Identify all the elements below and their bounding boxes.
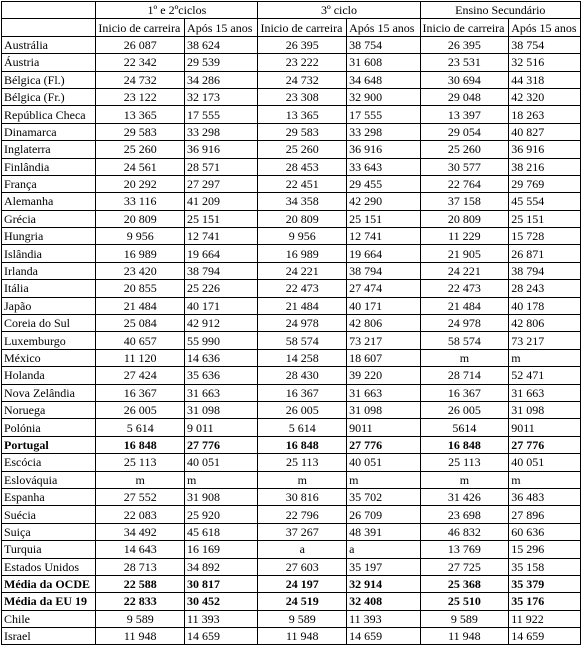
value-cell: 27 776 <box>347 436 420 453</box>
value-cell: 31 908 <box>185 488 258 505</box>
table-row <box>2 106 581 123</box>
value-cell: 38 216 <box>509 158 581 175</box>
table-row <box>2 454 581 471</box>
value-cell: 42 320 <box>509 88 581 105</box>
value-cell: 24 978 <box>258 315 347 332</box>
value-cell: 42 806 <box>347 315 420 332</box>
value-cell: 21 484 <box>96 297 185 314</box>
value-cell: m <box>347 471 420 488</box>
table-row <box>2 558 581 575</box>
value-cell: 25 151 <box>347 210 420 227</box>
value-cell: 36 483 <box>509 488 581 505</box>
value-cell: 13 769 <box>420 541 509 558</box>
value-cell: 23 698 <box>420 506 509 523</box>
country-cell: Inglaterra <box>2 141 96 158</box>
value-cell: 42 290 <box>347 193 420 210</box>
country-cell: Média da OCDE <box>2 575 96 592</box>
table-row <box>2 141 581 158</box>
value-cell: 17 555 <box>347 106 420 123</box>
country-cell: México <box>2 349 96 366</box>
table-row <box>2 262 581 279</box>
value-cell: m <box>509 471 581 488</box>
country-cell: Israel <box>2 628 96 645</box>
value-cell: 23 122 <box>96 88 185 105</box>
value-cell: 25 113 <box>96 454 185 471</box>
value-cell: 24 519 <box>258 593 347 610</box>
table-row <box>2 628 581 645</box>
value-cell: 40 171 <box>185 297 258 314</box>
table-row <box>2 419 581 436</box>
value-cell: 27 776 <box>185 436 258 453</box>
value-cell: 22 083 <box>96 506 185 523</box>
value-cell: 28 243 <box>509 280 581 297</box>
value-cell: 32 516 <box>509 54 581 71</box>
value-cell: 11 922 <box>509 610 581 627</box>
value-cell: 26 005 <box>258 401 347 418</box>
table-row <box>2 523 581 540</box>
value-cell: 11 948 <box>96 628 185 645</box>
value-cell: 34 648 <box>347 71 420 88</box>
country-cell: Escócia <box>2 454 96 471</box>
value-cell: 34 358 <box>258 193 347 210</box>
country-cell: Islândia <box>2 245 96 262</box>
value-cell: 25 226 <box>185 280 258 297</box>
value-cell: 26 395 <box>420 36 509 53</box>
value-cell: 27 474 <box>347 280 420 297</box>
table-row <box>2 245 581 262</box>
value-cell: 18 607 <box>347 349 420 366</box>
value-cell: 12 741 <box>347 228 420 245</box>
value-cell: 21 484 <box>420 297 509 314</box>
table-row <box>2 471 581 488</box>
value-cell: 26 871 <box>509 245 581 262</box>
value-cell: 31 663 <box>509 384 581 401</box>
value-cell: 9 589 <box>258 610 347 627</box>
value-cell: 25 920 <box>185 506 258 523</box>
value-cell: 26 087 <box>96 36 185 53</box>
table-row <box>2 71 581 88</box>
value-cell: 27 424 <box>96 367 185 384</box>
country-cell: Chile <box>2 610 96 627</box>
value-cell: 22 451 <box>258 175 347 192</box>
value-cell: 20 809 <box>258 210 347 227</box>
value-cell: 34 286 <box>185 71 258 88</box>
value-cell: m <box>185 471 258 488</box>
value-cell: 25 084 <box>96 315 185 332</box>
value-cell: 16 848 <box>96 436 185 453</box>
value-cell: 21 484 <box>258 297 347 314</box>
value-cell: 25 113 <box>420 454 509 471</box>
value-cell: 24 732 <box>258 71 347 88</box>
value-cell: 31 663 <box>347 384 420 401</box>
value-cell: 20 809 <box>420 210 509 227</box>
value-cell: 38 794 <box>347 262 420 279</box>
country-cell: Luxemburgo <box>2 332 96 349</box>
value-cell: 16 848 <box>258 436 347 453</box>
value-cell: 17 555 <box>185 106 258 123</box>
value-cell: 31 426 <box>420 488 509 505</box>
value-cell: 42 912 <box>185 315 258 332</box>
table-row <box>2 401 581 418</box>
table-row <box>2 158 581 175</box>
value-cell: m <box>96 471 185 488</box>
value-cell: 39 220 <box>347 367 420 384</box>
value-cell: 14 258 <box>258 349 347 366</box>
value-cell: 9 956 <box>258 228 347 245</box>
value-cell: 25 510 <box>420 593 509 610</box>
value-cell: 37 158 <box>420 193 509 210</box>
value-cell: 22 342 <box>96 54 185 71</box>
value-cell: 14 659 <box>185 628 258 645</box>
value-cell: 29 455 <box>347 175 420 192</box>
header-group-row <box>2 2 581 19</box>
country-cell: Bélgica (Fl.) <box>2 71 96 88</box>
table-row <box>2 36 581 53</box>
value-cell: 40 171 <box>347 297 420 314</box>
group-header-secundario: Ensino Secundário <box>420 2 580 19</box>
country-cell: Noruega <box>2 401 96 418</box>
table-row <box>2 349 581 366</box>
value-cell: 12 741 <box>185 228 258 245</box>
value-cell: 35 702 <box>347 488 420 505</box>
value-cell: m <box>420 349 509 366</box>
table-row <box>2 488 581 505</box>
value-cell: 73 217 <box>347 332 420 349</box>
value-cell: 15 728 <box>509 228 581 245</box>
value-cell: 26 005 <box>420 401 509 418</box>
value-cell: 24 197 <box>258 575 347 592</box>
value-cell: 52 471 <box>509 367 581 384</box>
country-cell: Coreia do Sul <box>2 315 96 332</box>
value-cell: 58 574 <box>258 332 347 349</box>
value-cell: 27 776 <box>509 436 581 453</box>
value-cell: 30 694 <box>420 71 509 88</box>
value-cell: 27 896 <box>509 506 581 523</box>
value-cell: 16 169 <box>185 541 258 558</box>
value-cell: 23 222 <box>258 54 347 71</box>
country-cell: Espanha <box>2 488 96 505</box>
value-cell: 14 643 <box>96 541 185 558</box>
value-cell: 21 905 <box>420 245 509 262</box>
value-cell: 14 659 <box>509 628 581 645</box>
table-row <box>2 332 581 349</box>
value-cell: 30 452 <box>185 593 258 610</box>
value-cell: 31 098 <box>347 401 420 418</box>
table-row <box>2 506 581 523</box>
value-cell: 13 365 <box>258 106 347 123</box>
value-cell: 40 051 <box>185 454 258 471</box>
country-cell: Alemanha <box>2 193 96 210</box>
value-cell: 28 714 <box>420 367 509 384</box>
table-row <box>2 384 581 401</box>
value-cell: 35 197 <box>347 558 420 575</box>
table-row <box>2 88 581 105</box>
value-cell: 25 368 <box>420 575 509 592</box>
value-cell: 25 260 <box>258 141 347 158</box>
value-cell: 16 848 <box>420 436 509 453</box>
table-row <box>2 315 581 332</box>
value-cell: 11 393 <box>347 610 420 627</box>
value-cell: 40 051 <box>509 454 581 471</box>
corner-cell-2 <box>2 19 96 36</box>
value-cell: 36 916 <box>347 141 420 158</box>
value-cell: 24 732 <box>96 71 185 88</box>
table-row <box>2 436 581 453</box>
value-cell: 38 754 <box>509 36 581 53</box>
country-cell: Irlanda <box>2 262 96 279</box>
value-cell: 24 978 <box>420 315 509 332</box>
value-cell: 13 397 <box>420 106 509 123</box>
subheader-apos-15-anos: Após 15 anos <box>509 19 581 36</box>
value-cell: 5614 <box>420 419 509 436</box>
value-cell: 34 892 <box>185 558 258 575</box>
table-row <box>2 297 581 314</box>
country-cell: Estados Unidos <box>2 558 96 575</box>
value-cell: 11 948 <box>258 628 347 645</box>
country-cell: Polónia <box>2 419 96 436</box>
value-cell: 9011 <box>509 419 581 436</box>
value-cell: 30 817 <box>185 575 258 592</box>
value-cell: 23 308 <box>258 88 347 105</box>
value-cell: 19 664 <box>347 245 420 262</box>
table-row <box>2 280 581 297</box>
value-cell: 33 643 <box>347 158 420 175</box>
value-cell: 40 051 <box>347 454 420 471</box>
country-cell: Japão <box>2 297 96 314</box>
value-cell: 22 833 <box>96 593 185 610</box>
value-cell: 27 725 <box>420 558 509 575</box>
value-cell: 11 948 <box>420 628 509 645</box>
country-cell: Turquia <box>2 541 96 558</box>
value-cell: 24 221 <box>258 262 347 279</box>
value-cell: m <box>420 471 509 488</box>
country-cell: Itália <box>2 280 96 297</box>
value-cell: 35 158 <box>509 558 581 575</box>
value-cell: 38 794 <box>509 262 581 279</box>
value-cell: 23 531 <box>420 54 509 71</box>
country-cell: Média da EU 19 <box>2 593 96 610</box>
subheader-apos-15-anos: Após 15 anos <box>347 19 420 36</box>
value-cell: 31 098 <box>185 401 258 418</box>
value-cell: 18 263 <box>509 106 581 123</box>
value-cell: 37 267 <box>258 523 347 540</box>
value-cell: 9 589 <box>96 610 185 627</box>
table-row <box>2 228 581 245</box>
value-cell: 26 395 <box>258 36 347 53</box>
value-cell: 28 453 <box>258 158 347 175</box>
value-cell: 5 614 <box>258 419 347 436</box>
value-cell: 40 657 <box>96 332 185 349</box>
value-cell: 13 365 <box>96 106 185 123</box>
value-cell: 38 754 <box>347 36 420 53</box>
value-cell: 16 367 <box>258 384 347 401</box>
value-cell: 25 260 <box>96 141 185 158</box>
table-row <box>2 193 581 210</box>
value-cell: 27 603 <box>258 558 347 575</box>
value-cell: 45 554 <box>509 193 581 210</box>
value-cell: 35 176 <box>509 593 581 610</box>
country-cell: Grécia <box>2 210 96 227</box>
value-cell: 35 636 <box>185 367 258 384</box>
value-cell: 45 618 <box>185 523 258 540</box>
value-cell: 14 636 <box>185 349 258 366</box>
country-cell: Bélgica (Fr.) <box>2 88 96 105</box>
value-cell: 25 151 <box>185 210 258 227</box>
value-cell: 29 048 <box>420 88 509 105</box>
value-cell: 30 816 <box>258 488 347 505</box>
table-row <box>2 123 581 140</box>
table-row <box>2 541 581 558</box>
value-cell: 20 809 <box>96 210 185 227</box>
country-cell: Áustria <box>2 54 96 71</box>
value-cell: 55 990 <box>185 332 258 349</box>
salary-table <box>1 1 581 645</box>
value-cell: 20 855 <box>96 280 185 297</box>
value-cell: 22 764 <box>420 175 509 192</box>
value-cell: 27 297 <box>185 175 258 192</box>
value-cell: 32 408 <box>347 593 420 610</box>
value-cell: 46 832 <box>420 523 509 540</box>
value-cell: 32 900 <box>347 88 420 105</box>
value-cell: 34 492 <box>96 523 185 540</box>
country-cell: Dinamarca <box>2 123 96 140</box>
table-row <box>2 54 581 71</box>
value-cell: 29 539 <box>185 54 258 71</box>
value-cell: 22 473 <box>420 280 509 297</box>
value-cell: 23 420 <box>96 262 185 279</box>
value-cell: 44 318 <box>509 71 581 88</box>
value-cell: 11 393 <box>185 610 258 627</box>
value-cell: 33 116 <box>96 193 185 210</box>
value-cell: 5 614 <box>96 419 185 436</box>
value-cell: 33 298 <box>185 123 258 140</box>
subheader-inicio-carreira: Inicio de carreira <box>258 19 347 36</box>
value-cell: 24 221 <box>420 262 509 279</box>
value-cell: 38 624 <box>185 36 258 53</box>
value-cell: 22 473 <box>258 280 347 297</box>
value-cell: 26 005 <box>96 401 185 418</box>
table-row <box>2 210 581 227</box>
group-header-1-2-ciclos: 1º e 2ºciclos <box>96 2 258 19</box>
value-cell: 28 430 <box>258 367 347 384</box>
value-cell: 73 217 <box>509 332 581 349</box>
value-cell: 22 796 <box>258 506 347 523</box>
value-cell: 31 098 <box>509 401 581 418</box>
value-cell: 9 589 <box>420 610 509 627</box>
value-cell: 30 577 <box>420 158 509 175</box>
value-cell: 33 298 <box>347 123 420 140</box>
value-cell: a <box>258 541 347 558</box>
value-cell: 9011 <box>347 419 420 436</box>
table-row <box>2 593 581 610</box>
table-body <box>2 36 581 645</box>
value-cell: 16 989 <box>258 245 347 262</box>
value-cell: 16 367 <box>96 384 185 401</box>
value-cell: 29 769 <box>509 175 581 192</box>
country-cell: Hungria <box>2 228 96 245</box>
value-cell: 42 806 <box>509 315 581 332</box>
value-cell: 29 583 <box>96 123 185 140</box>
value-cell: 29 583 <box>258 123 347 140</box>
table-row <box>2 175 581 192</box>
value-cell: 35 379 <box>509 575 581 592</box>
value-cell: 36 916 <box>185 141 258 158</box>
country-cell: República Checa <box>2 106 96 123</box>
value-cell: 31 608 <box>347 54 420 71</box>
subheader-inicio-carreira: Inicio de carreira <box>420 19 509 36</box>
value-cell: m <box>258 471 347 488</box>
value-cell: 19 664 <box>185 245 258 262</box>
value-cell: 26 709 <box>347 506 420 523</box>
value-cell: 60 636 <box>509 523 581 540</box>
subheader-apos-15-anos: Após 15 anos <box>185 19 258 36</box>
table-row <box>2 610 581 627</box>
table-row <box>2 575 581 592</box>
value-cell: 20 292 <box>96 175 185 192</box>
value-cell: 31 663 <box>185 384 258 401</box>
value-cell: 40 178 <box>509 297 581 314</box>
value-cell: 41 209 <box>185 193 258 210</box>
value-cell: 32 914 <box>347 575 420 592</box>
value-cell: 38 794 <box>185 262 258 279</box>
value-cell: 11 229 <box>420 228 509 245</box>
subheader-inicio-carreira: Inicio de carreira <box>96 19 185 36</box>
table-row <box>2 367 581 384</box>
value-cell: a <box>347 541 420 558</box>
value-cell: 16 367 <box>420 384 509 401</box>
value-cell: 16 989 <box>96 245 185 262</box>
country-cell: Eslováquia <box>2 471 96 488</box>
corner-cell <box>2 2 96 19</box>
value-cell: 58 574 <box>420 332 509 349</box>
country-cell: Holanda <box>2 367 96 384</box>
country-cell: Portugal <box>2 436 96 453</box>
country-cell: Nova Zelândia <box>2 384 96 401</box>
value-cell: m <box>509 349 581 366</box>
header-sub-row <box>2 19 581 36</box>
country-cell: França <box>2 175 96 192</box>
value-cell: 14 659 <box>347 628 420 645</box>
country-cell: Austrália <box>2 36 96 53</box>
value-cell: 29 054 <box>420 123 509 140</box>
value-cell: 27 552 <box>96 488 185 505</box>
value-cell: 32 173 <box>185 88 258 105</box>
country-cell: Finlândia <box>2 158 96 175</box>
group-header-3-ciclo: 3º ciclo <box>258 2 420 19</box>
value-cell: 48 391 <box>347 523 420 540</box>
value-cell: 25 113 <box>258 454 347 471</box>
value-cell: 15 296 <box>509 541 581 558</box>
value-cell: 24 561 <box>96 158 185 175</box>
value-cell: 28 713 <box>96 558 185 575</box>
country-cell: Suécia <box>2 506 96 523</box>
value-cell: 25 260 <box>420 141 509 158</box>
value-cell: 11 120 <box>96 349 185 366</box>
value-cell: 22 588 <box>96 575 185 592</box>
country-cell: Suiça <box>2 523 96 540</box>
value-cell: 28 571 <box>185 158 258 175</box>
value-cell: 9 956 <box>96 228 185 245</box>
value-cell: 9 011 <box>185 419 258 436</box>
value-cell: 36 916 <box>509 141 581 158</box>
value-cell: 25 151 <box>509 210 581 227</box>
value-cell: 40 827 <box>509 123 581 140</box>
